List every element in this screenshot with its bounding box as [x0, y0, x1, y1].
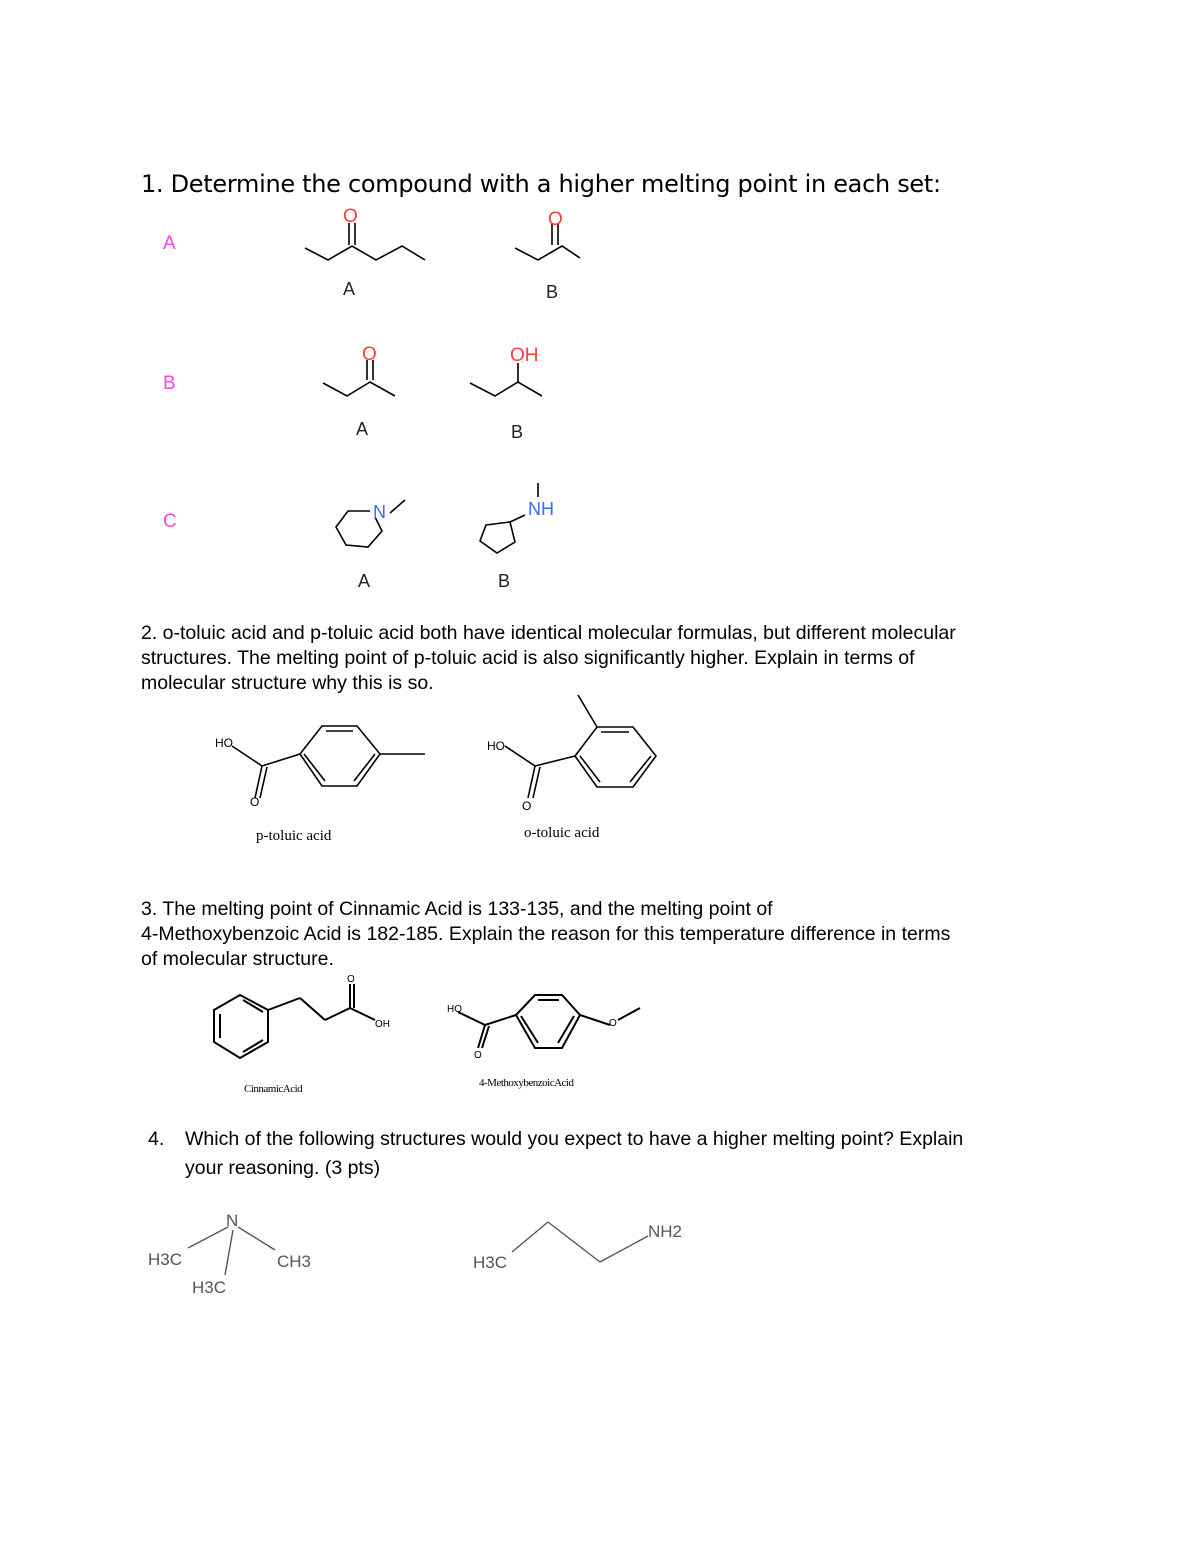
- q4-number: 4.: [148, 1128, 165, 1150]
- set-a-label: A: [163, 233, 176, 254]
- q4-structures: [140, 1200, 700, 1310]
- hydroxyl-label: HO: [487, 739, 505, 753]
- q2-line-3: molecular structure why this is so.: [141, 672, 434, 694]
- oxygen-atom: O: [362, 344, 377, 365]
- hydroxyl-group: OH: [510, 345, 539, 366]
- methyl-label: H3C: [473, 1253, 508, 1272]
- set-c-mol-b-label: B: [498, 571, 511, 591]
- q4-line-1: Which of the following structures would you expect to have a higher melting point? Explain: [185, 1128, 964, 1150]
- hydroxyl-label: OH: [375, 1019, 390, 1030]
- set-a-mol-b-label: B: [546, 282, 559, 302]
- set-c-label: C: [163, 511, 177, 532]
- q4-line-2: your reasoning. (3 pts): [185, 1157, 381, 1179]
- amine-label: NH2: [648, 1222, 683, 1241]
- toluic-acid-structures: [200, 690, 680, 820]
- set-a-molecules: [290, 200, 610, 310]
- pentanone-chain: [305, 246, 425, 260]
- oxygen-label: O: [609, 1018, 617, 1029]
- hydroxyl-label: HO: [447, 1004, 462, 1015]
- methyl-label: CH3: [277, 1252, 312, 1271]
- set-c-molecules: [320, 475, 580, 565]
- set-c-mol-a-label: A: [358, 571, 371, 591]
- q2-line-2: structures. The melting point of p-toluic acid is also significantly higher. Explain in terms of: [141, 647, 915, 669]
- q3-line-3: of molecular structure.: [141, 948, 334, 970]
- set-a-mol-a-label: A: [343, 279, 356, 299]
- oxygen-atom: O: [343, 206, 358, 227]
- question-1-title: 1. Determine the compound with a higher melting point in each set:: [141, 170, 941, 198]
- question-3-text: [141, 897, 1061, 972]
- methyl-label: H3C: [148, 1250, 183, 1269]
- p-toluic-label: p-toluic acid: [256, 828, 332, 844]
- o-toluic-label: o-toluic acid: [524, 825, 600, 841]
- oxygen-atom: O: [548, 209, 563, 230]
- set-b-molecules: [310, 340, 570, 420]
- cinnamic-acid-label: CinnamicAcid: [244, 1083, 303, 1095]
- q3-line-2: 4-Methoxybenzoic Acid is 182-185. Explain the reason for this temperature difference in terms: [141, 923, 951, 945]
- oxygen-label: O: [474, 1050, 482, 1061]
- q2-line-1: 2. o-toluic acid and p-toluic acid both have identical molecular formulas, but different molecular: [141, 622, 956, 644]
- amine-group: NH: [528, 499, 554, 519]
- set-b-mol-b-label: B: [511, 422, 524, 442]
- oxygen-label: O: [522, 799, 532, 813]
- q3-structures: [200, 970, 660, 1080]
- set-b-label: B: [163, 373, 176, 394]
- nitrogen-atom: N: [373, 502, 386, 522]
- methyl-label: H3C: [192, 1278, 227, 1297]
- methoxybenzoic-acid-label: 4-MethoxybenzoicAcid: [479, 1077, 574, 1089]
- oxygen-label: O: [250, 795, 260, 809]
- oxygen-label: O: [347, 974, 355, 985]
- q4-body: [185, 1125, 1065, 1183]
- set-b-mol-a-label: A: [356, 419, 369, 439]
- q3-line-1: 3. The melting point of Cinnamic Acid is 133-135, and the melting point of: [141, 898, 773, 920]
- hydroxyl-label: HO: [215, 736, 233, 750]
- question-2-text: [141, 621, 1061, 696]
- nitrogen-atom: N: [226, 1211, 239, 1230]
